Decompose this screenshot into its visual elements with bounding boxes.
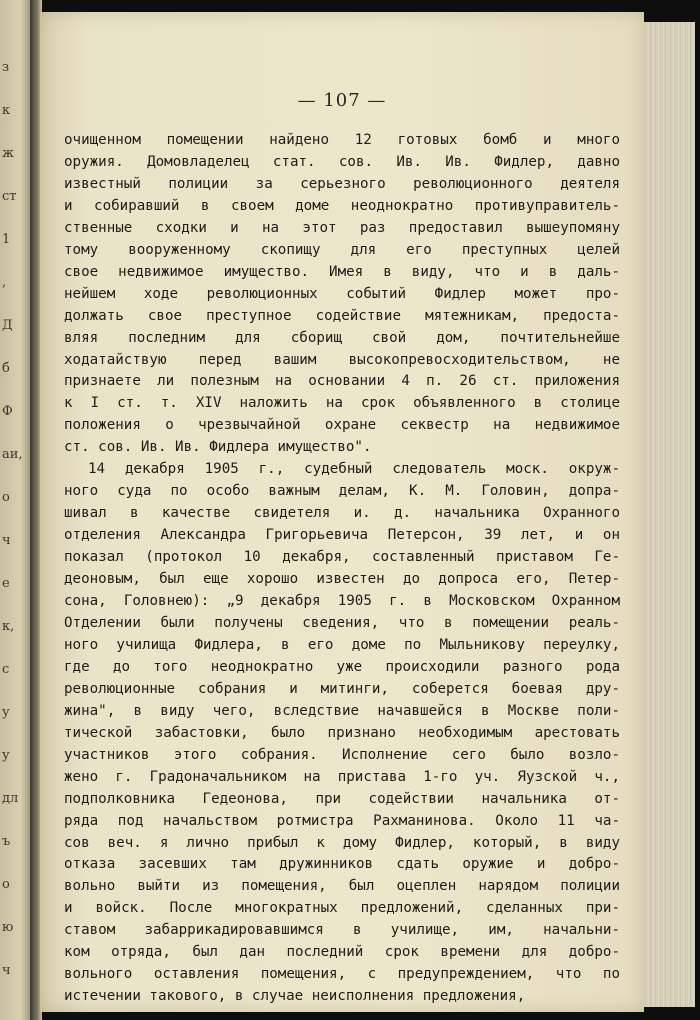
left-page-edge xyxy=(0,0,34,1020)
text-line: шивал в качестве свидетеля и. д. начальника Охранного xyxy=(64,505,620,522)
text-line: к I ст. т. XIV наложить на срок объявленного в столице xyxy=(64,395,620,412)
text-line: революционные собрания и митинги, соберется боевая дру- xyxy=(64,680,620,697)
text-line: свое недвижимое имущество. Имея в виду, что и в даль- xyxy=(64,263,620,280)
left-page-fragment: к xyxy=(2,103,11,118)
text-line: вольного оставления помещения, с предупреждением, что по xyxy=(64,966,620,983)
left-page-fragment: з xyxy=(2,60,10,75)
page-stack-edge xyxy=(636,22,695,1007)
text-line: деоновым, был еще хорошо известен до допроса его, Петер- xyxy=(64,571,620,588)
text-line: вляя последним для сборищ свой дом, почтительнейше xyxy=(64,329,620,346)
left-page-fragment: о xyxy=(2,877,10,892)
left-page-fragment: ч xyxy=(2,533,11,548)
book-page xyxy=(40,12,644,1012)
text-line: ст. сов. Ив. Ив. Фидлера имущество". xyxy=(64,439,372,456)
left-page-fragment: к, xyxy=(2,619,15,634)
text-line: ного училища Фидлера, в его доме по Мыльникову переулку, xyxy=(64,636,620,653)
left-page-fragment: ъ xyxy=(2,834,11,849)
text-line: отказа засевших там дружинников сдать оружие и добро- xyxy=(64,856,620,873)
text-line: показал (протокол 10 декабря, составленный приставом Ге- xyxy=(64,549,620,566)
text-line: известный полиции за серьезного революционного деятеля xyxy=(64,175,620,192)
page-body-text xyxy=(64,130,620,1008)
text-line: жина", в виду чего, вследствие начавшейся в Москве поли- xyxy=(64,702,620,719)
left-page-fragment: е xyxy=(2,576,10,591)
text-line: истечении такового, в случае неисполнения предложения, xyxy=(64,988,526,1005)
left-page-fragment: о xyxy=(2,490,10,505)
left-page-fragment: Ф xyxy=(2,404,13,419)
text-line: и собиравший в своем доме неоднократно противуправитель- xyxy=(64,197,620,214)
text-line: тической забастовки, было признано необходимым арестовать xyxy=(64,724,620,741)
text-line: ряда под начальством ротмистра Рахманинова. Около 11 ча- xyxy=(64,812,620,829)
text-line: признаете ли полезным на основании 4 п. 26 ст. приложения xyxy=(64,373,620,390)
text-line: нейшем ходе революционных событий Фидлер может про- xyxy=(64,285,620,302)
left-page-fragment: с xyxy=(2,662,10,677)
text-line: 14 декабря 1905 г., судебный следователь моск. окруж- xyxy=(88,461,620,478)
left-page-fragment: , xyxy=(2,275,7,290)
text-line: сона, Головнею): „9 декабря 1905 г. в Московском Охранном xyxy=(64,593,620,610)
left-page-fragment: у xyxy=(2,748,10,763)
text-line: участников этого собрания. Исполнение сего было возло- xyxy=(64,746,620,763)
text-line: положения о чрезвычайной охране секвестр на недвижимое xyxy=(64,417,620,434)
left-page-fragment: ю xyxy=(2,920,14,935)
text-line: ного суда по особо важным делам, К. М. Головин, допра- xyxy=(64,483,620,500)
text-line: ходатайствую перед вашим высокопревосходительством, не xyxy=(64,351,620,368)
left-page-fragment: ж xyxy=(2,146,14,161)
text-line: отделения Александра Григорьевича Петерсон, 39 лет, и он xyxy=(64,527,620,544)
text-line: ственные сходки и на этот раз предоставил вышеупомяну xyxy=(64,219,620,236)
text-line: ставом забаррикадировавшимся в училище, им, начальни- xyxy=(64,922,620,939)
text-line: тому вооруженному скопищу для его преступных целей xyxy=(64,241,620,258)
left-page-fragment: дл xyxy=(2,791,19,806)
left-page-fragment: аи, xyxy=(2,447,23,462)
left-page-fragment: у xyxy=(2,705,10,720)
text-line: и войск. После многократных предложений, сделанных при- xyxy=(64,900,620,917)
text-line: очищенном помещении найдено 12 готовых бомб и много xyxy=(64,132,620,148)
text-line: Отделении были получены сведения, что в помещении реаль- xyxy=(64,614,620,631)
text-line: подполковника Гедеонова, при содействии начальника от- xyxy=(64,790,620,807)
text-line: должать свое преступное содействие мятежникам, предоста- xyxy=(64,307,620,324)
left-page-fragment: ч xyxy=(2,963,11,978)
text-line: жено г. Градоначальником на пристава 1-го уч. Яузской ч., xyxy=(64,768,620,785)
left-page-fragment: ст xyxy=(2,189,17,204)
text-line: где до того неоднократно уже происходили разного рода xyxy=(64,658,620,675)
left-page-fragment: 1 xyxy=(2,232,11,247)
page-number: — 107 — xyxy=(297,90,387,111)
text-line: ком отряда, был дан последний срок времени для добро- xyxy=(64,944,620,961)
text-line: оружия. Домовладелец стат. сов. Ив. Ив. Фидлер, давно xyxy=(64,153,620,170)
left-page-fragment: б xyxy=(2,361,10,376)
left-page-fragment: Д xyxy=(2,318,13,333)
text-line: сов веч. я лично прибыл к дому Фидлер, который, в виду xyxy=(64,834,620,851)
text-line: вольно выйти из помещения, был оцеплен нарядом полиции xyxy=(64,878,620,895)
